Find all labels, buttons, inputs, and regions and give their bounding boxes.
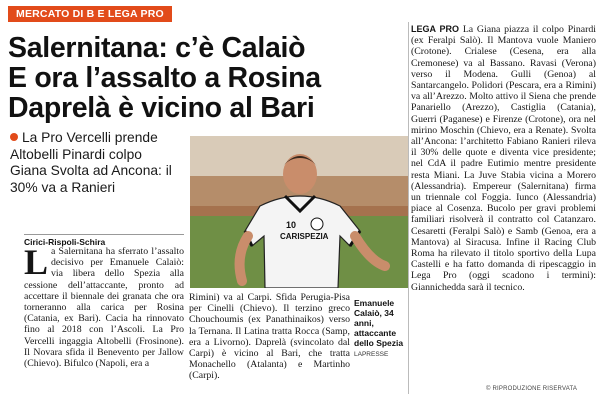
player-illustration bbox=[190, 136, 408, 288]
article-column-2: Rimini) va al Carpi. Sfida Perugia-Pisa per Cinelli (Chievo). Il terzino greco Chouchoumis (ex Panathinaikos) verso la Ternana. Il Latina tratta Rocca (Samp, era a Livorno). Daprelà (svincolato dal Carpi) è vicino al Bari, che tratta Monachello (Atalanta) e Martinho (Carpi). bbox=[189, 292, 350, 382]
drop-cap: L bbox=[24, 242, 49, 282]
bullet-dot-icon bbox=[10, 133, 18, 141]
article-column-3-text: La Giana piazza il colpo Pinardi (ex Feralpi Salò). Il Mantova vuole Maniero (Crotone). Crialese (Cesena, era alla Cremonese) va al Bassano. Ravasi (Verona) verso il Modena. Gulli (Genoa) al Santarcangelo. Polidori (Pescara, era a Rimini) va all’Arezzo. Molto attivo il Siena che prende Panariello (Arezzo), Castiglia (Catania), Guerri (Paganese) e Firenze (Crotone), ora nel mirino Moschin (Chievo, era a Renate). Svolta all’Ancona: l’architetto Fabiano Ranieri rileva il 30% delle quote e diventa vice presidente; nel CdA il padre Eutimio mentre presidente resta Miani. La Juve Stabia vicina a Morero (Alessandria). Empereur (Salernitana) firma un triennale col Foggia. Iunco (Alessandria) piace al Cosenza. Bucolo per gravi problemi familiari risolverà il contratto col Catanzaro. Cesaretti (Feralpi Salò) e Samb (Genoa, era a Mantova) al Siracusa. Infine il Racing Club Roma ha rilevato il titolo sportivo della Lupa Castelli e ha fatto domanda di ripescaggio in Lega Pro (oggi scadono i termini): Giannichedda sarà il tecnico. bbox=[411, 24, 597, 293]
column-divider bbox=[408, 22, 409, 394]
player-photo bbox=[190, 136, 408, 288]
article-column-3 bbox=[411, 24, 596, 293]
jersey-number: 10 bbox=[286, 220, 297, 230]
section-label-lega-pro: LEGA PRO bbox=[411, 24, 460, 34]
subheadline-text: La Pro Vercelli prende Altobelli Pinardi colpo Giana Svolta ad Ancona: il 30% va a Ranieri bbox=[10, 130, 172, 195]
headline-line-3: Daprelà è vicino al Bari bbox=[8, 92, 315, 124]
headline-line-2: E ora l’assalto a Rosina bbox=[8, 62, 321, 94]
section-kicker: MERCATO DI B E LEGA PRO bbox=[8, 6, 172, 22]
headline-line-1: Salernitana: c’è Calaiò bbox=[8, 32, 306, 64]
jersey-sponsor: CARISPEZIA bbox=[280, 232, 329, 241]
byline: Cirici-Rispoli-Schira bbox=[24, 234, 184, 247]
article-column-1-text: a Salernitana ha sferrato l’assalto decisivo per Emanuele Calaiò: via libera dello Spezia alla cessione dell’attaccante, pronto ad accettare il biennale dei granata che ora torneranno alla carica per Rosina (Catania, ex Bari). Cacia ha rinnovato fino al 2018 con l’Ascoli. La Pro Vercelli ingaggia Altobelli (Frosinone). Il Novara sfida il Benevento per Jallow (Chievo). Bifulco (Napoli, era a bbox=[24, 246, 184, 370]
headline bbox=[8, 33, 413, 123]
copyright-notice: © RIPRODUZIONE RISERVATA bbox=[486, 386, 578, 392]
subheadline bbox=[10, 130, 175, 196]
photo-credit: LAPRESSE bbox=[354, 351, 389, 358]
photo-caption-text: Emanuele Calaiò, 34 anni, attaccante dello Spezia bbox=[354, 298, 404, 348]
photo-caption bbox=[354, 298, 412, 360]
